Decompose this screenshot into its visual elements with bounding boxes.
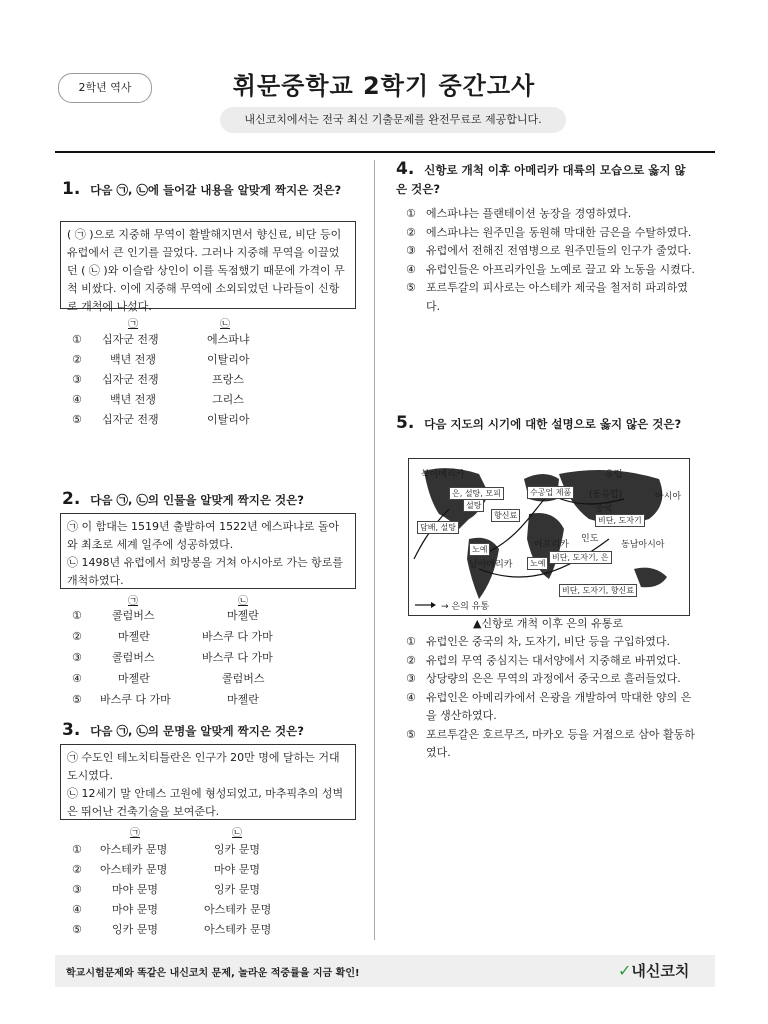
q5-option-2[interactable]: ② 유럽의 무역 중심지는 대서양에서 지중해로 바뀌었다. — [406, 653, 681, 667]
q2-option-5[interactable]: ⑤ 바스쿠 다 가마 마젤란 — [72, 693, 259, 706]
q3-option-3[interactable]: ③ 마야 문명 잉카 문명 — [72, 883, 261, 896]
exam-title: 휘문중학교 2학기 중간고사 — [232, 72, 536, 100]
q4-text: 신항로 개척 이후 아메리카 대륙의 모습으로 옳지 않은 것은? — [396, 163, 686, 196]
q1-col-a: ㉠ — [128, 319, 138, 330]
grade-label: 2학년 역사 — [58, 73, 152, 103]
continent-name: 아시아 — [655, 492, 682, 502]
continent-name: 남아메리카 — [469, 560, 513, 570]
q2-col-a: ㉠ — [128, 596, 138, 607]
q5-options — [406, 633, 696, 763]
q1-option-4[interactable]: ④ 백년 전쟁 그리스 — [72, 393, 244, 406]
q2-passage-box — [60, 513, 356, 589]
q3-col-a: ㉠ — [130, 828, 140, 839]
continent-name: 인도 — [581, 534, 599, 544]
map-label: 노예 — [469, 543, 490, 556]
q5-option-3[interactable]: ③ 상당량의 은은 무역의 과정에서 중국으로 흘러들었다. — [406, 672, 681, 685]
q4-option-1[interactable]: ① 에스파냐는 플랜테이션 농장을 경영하였다. — [406, 207, 632, 220]
map-label: 비단, 도자기, 향신료 — [559, 584, 637, 597]
q3-option-5[interactable]: ⑤ 잉카 문명 아스테카 문명 — [72, 923, 272, 936]
q4-number: 4. — [396, 159, 415, 179]
q5-option-4[interactable]: ④ 유럽인은 아메리카에서 은광을 개발하여 막대한 양의 은을 생산하였다. — [406, 690, 692, 722]
leaf-icon: ✓ — [618, 961, 632, 980]
q1-text: 다음 ㉠, ㉡에 들어갈 내용을 알맞게 짝지은 것은? — [90, 183, 342, 197]
q2-option-2[interactable]: ② 마젤란 바스쿠 다 가마 — [72, 630, 273, 643]
map-label: 담배, 설탕 — [417, 521, 459, 534]
q3-passage-box — [60, 744, 356, 820]
map-label: 비단, 도자기, 은 — [549, 551, 612, 564]
q1-number: 1. — [62, 179, 81, 199]
q1-option-5[interactable]: ⑤ 십자군 전쟁 이탈리아 — [72, 413, 250, 426]
q3-line-b: ㉡ 12세기 말 안데스 고원에 형성되었고, 마추픽추의 성벽은 뛰어난 건축기술을 보여준다. — [67, 787, 344, 818]
map-label: 노예 — [527, 557, 548, 570]
q2-option-4[interactable]: ④ 마젤란 콜럼버스 — [72, 672, 265, 685]
q2-number: 2. — [62, 489, 81, 509]
continent-name: 중국 — [595, 504, 613, 514]
q2-option-1[interactable]: ① 콜럼버스 마젤란 — [72, 609, 259, 622]
map-label: 수공업 제품 — [527, 486, 574, 499]
q2-option-3[interactable]: ③ 콜럼버스 바스쿠 다 가마 — [72, 651, 273, 664]
q1-passage-box: ( ㉠ )으로 지중해 무역이 활발해지면서 향신료, 비단 등이 유럽에서 큰 인기를 끌었다. 그러나 지중해 무역을 이끌었던 ( ㉡ )와 이슬람 상인이 이를 독점했기 때문에 가격이 무척 비쌌다. 이에 지중해 무역에 소외되었던 나라들이 신항로 개척에 나섰다. — [60, 221, 356, 309]
q3-text: 다음 ㉠, ㉡의 문명을 알맞게 짝지은 것은? — [90, 724, 304, 738]
column-divider — [374, 160, 375, 940]
continent-name: 동남아시아 — [621, 540, 665, 550]
map-label: 은, 설탕, 모피 — [449, 487, 504, 500]
q2-line-a: ㉠ 이 함대는 1519년 출발하여 1522년 에스파냐로 돌아와 최초로 세계 일주에 성공하였다. — [67, 520, 340, 551]
q4-option-2[interactable]: ② 에스파냐는 원주민을 동원해 막대한 금은을 수탈하였다. — [406, 225, 692, 239]
q1-option-1[interactable]: ① 십자군 전쟁 에스파냐 — [72, 333, 250, 346]
q4-options — [406, 205, 696, 316]
silver-trade-map — [408, 458, 690, 616]
q4-option-4[interactable]: ④ 유럽인들은 아프리카인을 노예로 끌고 와 노동을 시켰다. — [406, 262, 695, 276]
q1-prompt — [62, 180, 362, 200]
q2-col-b: ㉡ — [238, 596, 248, 607]
map-label: 향신료 — [491, 509, 520, 522]
q4-prompt — [396, 160, 696, 199]
map-label: 비단, 도자기 — [595, 514, 645, 527]
q4-option-3[interactable]: ③ 유럽에서 전해진 전염병으로 원주민들의 인구가 줄었다. — [406, 244, 692, 257]
q5-option-5[interactable]: ⑤ 포르투갈은 호르무즈, 마카오 등을 거점으로 삼아 활동하였다. — [406, 727, 695, 759]
continent-name: 유럽 — [605, 470, 623, 480]
q1-option-2[interactable]: ② 백년 전쟁 이탈리아 — [72, 353, 250, 366]
map-caption: ▲신항로 개척 이후 은의 유통로 — [473, 617, 623, 630]
subtitle-banner: 내신코치에서는 전국 최신 기출문제를 완전무료로 제공합니다. — [220, 107, 566, 133]
q1-option-3[interactable]: ③ 십자군 전쟁 프랑스 — [72, 373, 244, 386]
header-divider — [55, 151, 715, 153]
q2-prompt — [62, 490, 362, 510]
q3-option-1[interactable]: ① 아스테카 문명 잉카 문명 — [72, 843, 261, 856]
q3-line-a: ㉠ 수도인 테노치티틀란은 인구가 20만 명에 달하는 거대 도시였다. — [67, 751, 340, 782]
q3-option-4[interactable]: ④ 마야 문명 아스테카 문명 — [72, 903, 272, 916]
q2-text: 다음 ㉠, ㉡의 인물을 알맞게 짝지은 것은? — [90, 493, 304, 507]
q1-col-b: ㉡ — [220, 319, 230, 330]
q3-number: 3. — [62, 720, 81, 740]
logo-text: 내신코치 — [631, 962, 690, 980]
q4-option-5[interactable]: ⑤ 포르투갈의 피사로는 아스테카 제국을 철저히 파괴하였다. — [406, 281, 688, 313]
q2-line-b: ㉡ 1498년 유럽에서 희망봉을 거쳐 아시아로 가는 항로를 개척하였다. — [67, 556, 343, 587]
q5-prompt — [396, 414, 696, 434]
footer-text: 학교시험문제와 똑같은 내신코치 문제, 놀라운 적중률을 지금 확인! — [66, 968, 360, 979]
q3-col-b: ㉡ — [232, 828, 242, 839]
map-label: 설탕 — [463, 499, 484, 512]
q5-option-1[interactable]: ① 유럽인은 중국의 차, 도자기, 비단 등을 구입하였다. — [406, 635, 670, 648]
continent-name: 아프리카 — [534, 540, 569, 550]
q3-option-2[interactable]: ② 아스테카 문명 마야 문명 — [72, 863, 261, 876]
brand-logo[interactable] — [618, 960, 689, 981]
map-legend: → 은의 유통 — [441, 602, 490, 612]
map-label: (동유럽) — [589, 490, 623, 500]
q3-prompt — [62, 721, 362, 741]
continent-name: 북아메리카 — [421, 470, 465, 480]
q5-text: 다음 지도의 시기에 대한 설명으로 옳지 않은 것은? — [424, 417, 682, 431]
q5-number: 5. — [396, 413, 415, 433]
